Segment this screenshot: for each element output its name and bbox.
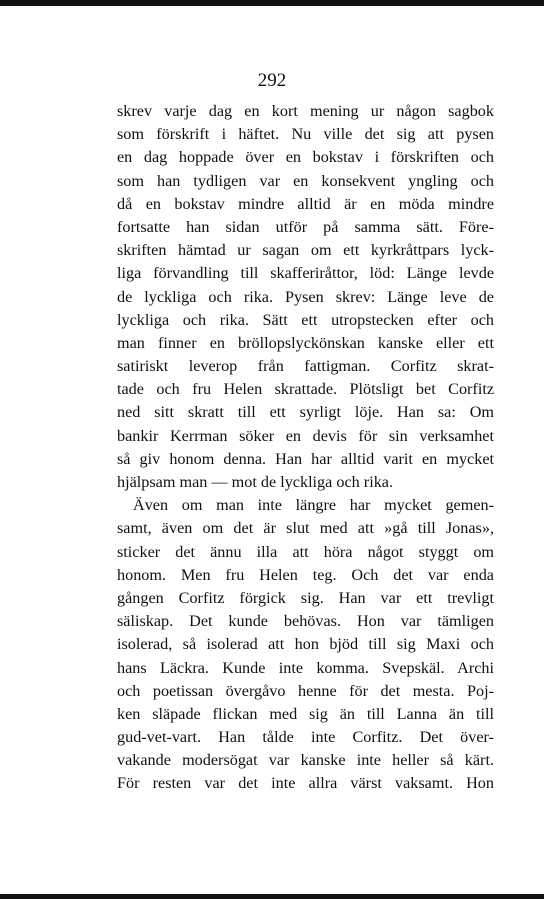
text-line: skriften hämtad ur sagan om ett kyrkråttpars lyck- (117, 241, 494, 260)
body-text (117, 100, 494, 796)
top-scan-edge (0, 0, 544, 6)
text-line: man finner en bröllopslyckönskan kanske eller ett (117, 333, 494, 352)
paragraph-end-line: hjälpsam man — mot de lyckliga och rika. (117, 473, 394, 491)
text-line: som han tydligen var en konsekvent yngling och (117, 171, 494, 190)
text-line: ned sitt skratt till ett syrligt löje. Han sa: Om (117, 403, 494, 422)
text-line: liga förvandling till skafferiråttor, löd: Länge levde (117, 264, 494, 283)
text-line: gången Corfitz förgick sig. Han var ett trevligt (117, 588, 494, 607)
text-line: hans Läckra. Kunde inte komma. Svepskäl. Archi (117, 658, 494, 677)
text-line: För resten var det inte allra värst vaksamt. Hon (117, 774, 494, 793)
text-line: satiriskt leverop från fattigman. Corfitz skrat- (117, 357, 494, 376)
text-line: samt, även om det är slut med att »gå till Jonas», (117, 519, 494, 538)
text-line: ken släpade flickan med sig än till Lanna än till (117, 704, 494, 723)
bottom-scan-edge (0, 894, 544, 899)
text-line: tade och fru Helen skrattade. Plötsligt bet Corfitz (117, 380, 494, 399)
text-line: säliskap. Det kunde behövas. Hon var tämligen (117, 612, 494, 631)
text-line: vakande modersögat var kanske inte heller så kärt. (117, 751, 494, 770)
text-line: gud-vet-vart. Han tålde inte Corfitz. Det över- (117, 728, 494, 747)
text-line: lyckliga och rika. Sätt ett utropstecken efter och (117, 310, 494, 329)
text-line: isolerad, så isolerad att hon bjöd till sig Maxi och (117, 635, 494, 654)
text-line: så giv honom denna. Han har alltid varit en mycket (117, 449, 494, 468)
paragraph-start-line: Även om man inte längre har mycket gemen- (133, 496, 494, 515)
page-number: 292 (257, 70, 287, 91)
text-line: och poetissan övergåvo henne för det mesta. Poj- (117, 681, 494, 700)
text-line: bankir Kerrman söker en devis för sin verksamhet (117, 426, 494, 445)
text-line: honom. Men fru Helen teg. Och det var enda (117, 565, 494, 584)
text-line: skrev varje dag en kort mening ur någon sagbok (117, 102, 494, 120)
text-line: sticker det ännu illa att höra något styggt om (117, 542, 494, 561)
text-line: då en bokstav mindre alltid är en möda mindre (117, 194, 494, 213)
text-line: som förskrift i häftet. Nu ville det sig att pysen (117, 125, 494, 144)
text-line: en dag hoppade över en bokstav i förskriften och (117, 148, 494, 167)
text-line: fortsatte han sidan utför på samma sätt. Före- (117, 217, 494, 236)
text-line: de lyckliga och rika. Pysen skrev: Länge leve de (117, 287, 494, 306)
